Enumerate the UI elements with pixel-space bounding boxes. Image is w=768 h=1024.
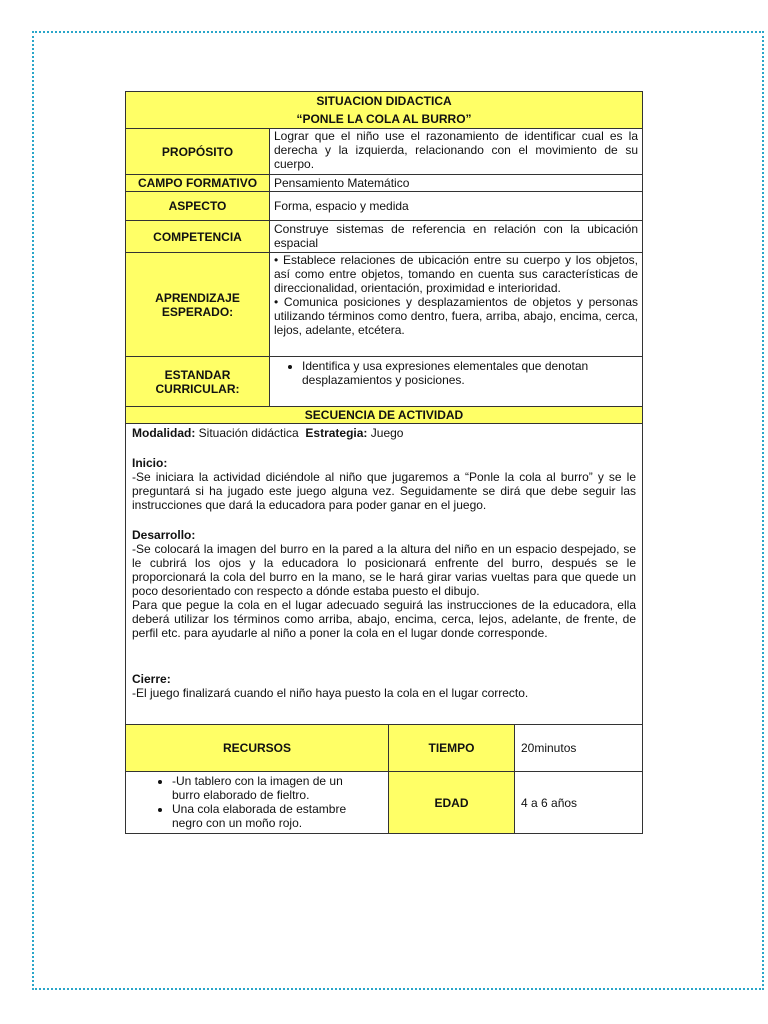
edad-value: 4 a 6 años bbox=[515, 772, 643, 834]
recurso-item-1: • -Un tablero con la imagen de un burro elaborado de fieltro. bbox=[172, 774, 368, 802]
campo-label: CAMPO FORMATIVO bbox=[126, 175, 270, 191]
proposito-value: Lograr que el niño use el razonamiento de identificar cual es la derecha y la izquierda, relacionando con el movimiento de su cuerpo. bbox=[274, 129, 638, 171]
row-campo bbox=[125, 175, 643, 192]
tiempo-value: 20minutos bbox=[515, 725, 643, 772]
competencia-label: COMPETENCIA bbox=[126, 221, 270, 252]
modalidad-label: Modalidad: bbox=[132, 426, 196, 440]
estandar-label bbox=[126, 357, 270, 406]
modalidad-line bbox=[132, 426, 636, 440]
aprendizaje-item-1: • Establece relaciones de ubicación entre su cuerpo y los objetos, así como entre objetos, tomando en cuenta sus características de direccionalidad, orientación, proximidad e interioridad. bbox=[274, 253, 638, 295]
estandar-label-line1: ESTANDAR bbox=[164, 367, 231, 382]
recursos-list bbox=[125, 772, 389, 834]
aspecto-label: ASPECTO bbox=[126, 192, 270, 220]
row-estandar bbox=[125, 357, 643, 407]
desarrollo-text-2: Para que pegue la cola en el lugar adecuado seguirá las instrucciones de la educadora, ella deberá utilizar los términos como arriba, abajo, encima, cerca, lejos, adelante, de frente, de perfil etc. para ayudarle al niño a poner la cola en el lugar donde corresponde. bbox=[132, 598, 636, 640]
modalidad-value: Situación didáctica bbox=[198, 426, 299, 440]
aspecto-value: Forma, espacio y medida bbox=[274, 199, 409, 213]
document-title: SITUACION DIDACTICA bbox=[316, 94, 452, 108]
secuencia-body bbox=[125, 424, 643, 725]
row-competencia bbox=[125, 221, 643, 253]
activity-name: “PONLE LA COLA AL BURRO” bbox=[296, 112, 472, 126]
tiempo-label: TIEMPO bbox=[389, 725, 515, 772]
recurso-item-2: • Una cola elaborada de estambre negro con un moño rojo. bbox=[172, 802, 368, 830]
lesson-plan-document bbox=[125, 91, 643, 834]
inicio-title: Inicio: bbox=[132, 456, 168, 470]
competencia-value: Construye sistemas de referencia en relación con la ubicación espacial bbox=[274, 222, 638, 250]
desarrollo-title: Desarrollo: bbox=[132, 528, 196, 542]
proposito-label: PROPÓSITO bbox=[126, 129, 270, 174]
aprendizaje-label bbox=[126, 253, 270, 356]
cierre-title: Cierre: bbox=[132, 672, 171, 686]
aprendizaje-label-line2: ESPERADO: bbox=[161, 304, 234, 319]
edad-label: EDAD bbox=[389, 772, 515, 834]
title-block bbox=[125, 91, 643, 129]
estandar-value bbox=[270, 357, 642, 406]
aprendizaje-value bbox=[270, 253, 642, 356]
resources-table bbox=[125, 725, 643, 834]
estandar-label-line2: CURRICULAR: bbox=[155, 381, 240, 396]
aprendizaje-item-2: • Comunica posiciones y desplazamientos de objetos y personas utilizando términos como dentro, fuera, arriba, abajo, encima, cerca, lejos, adelante, etcétera. bbox=[274, 295, 638, 337]
estandar-item: • Identifica y usa expresiones elementales que denotan desplazamientos y posiciones. bbox=[302, 359, 638, 387]
aprendizaje-label-line1: APRENDIZAJE bbox=[155, 290, 240, 305]
secuencia-title: SECUENCIA DE ACTIVIDAD bbox=[125, 407, 643, 424]
inicio-text: -Se iniciara la actividad diciéndole al niño que jugaremos a “Ponle la cola al burro” y se le preguntará si ha jugado este juego alguna vez. Seguidamente se dirá que debe seguir las instrucciones que dará la educadora para poder ganar en el juego. bbox=[132, 470, 636, 512]
row-proposito bbox=[125, 129, 643, 175]
recursos-label: RECURSOS bbox=[125, 725, 389, 772]
estrategia-label: Estrategia: bbox=[305, 426, 368, 440]
row-aprendizaje bbox=[125, 253, 643, 357]
campo-value: Pensamiento Matemático bbox=[274, 176, 410, 190]
desarrollo-text-1: -Se colocará la imagen del burro en la pared a la altura del niño en un espacio despejado, se le cubrirá los ojos y la educadora lo posicionará enfrente del burro, después se le proporcionará la cola del burro en la mano, se le hará girar varias vueltas para que quede un poco desorientado con respecto a dónde estaba puesto el dibujo. bbox=[132, 542, 636, 598]
row-aspecto bbox=[125, 192, 643, 221]
estrategia-value: Juego bbox=[370, 426, 404, 440]
cierre-text: -El juego finalizará cuando el niño haya puesto la cola en el lugar correcto. bbox=[132, 686, 529, 700]
